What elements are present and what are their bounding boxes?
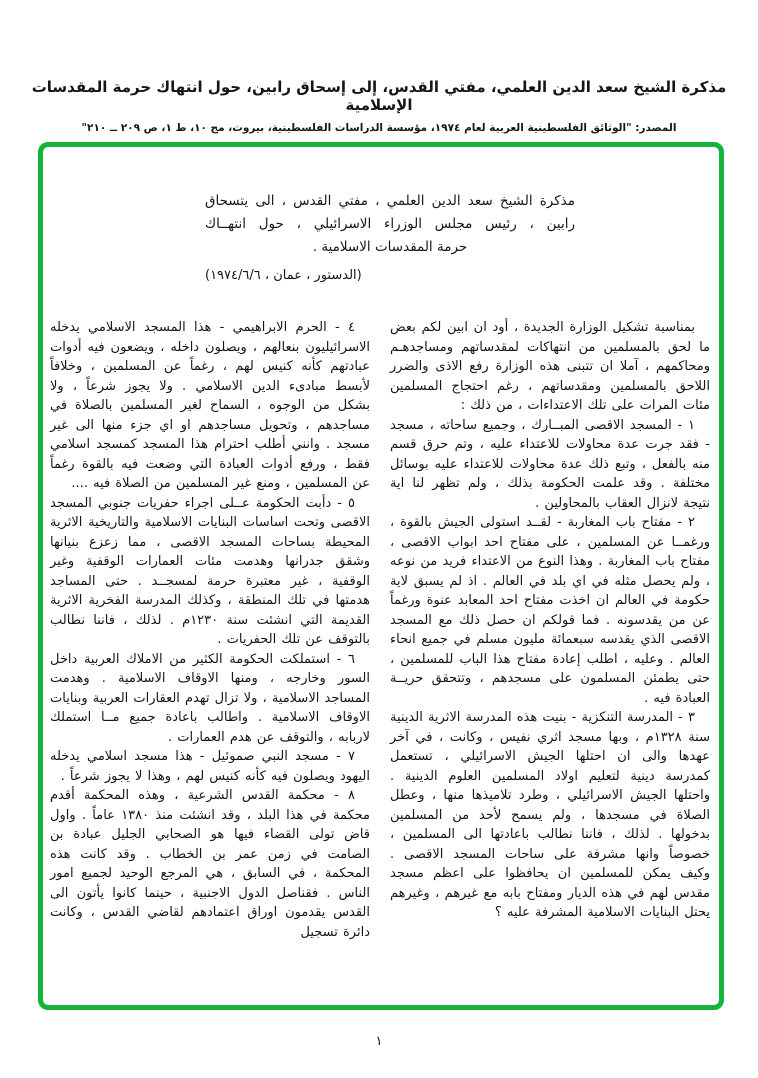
page-title: مذكرة الشيخ سعد الدين العلمي، مفتي القدس، إلى إسحاق رابين، حول انتهاك حرمة المقدسات الإسلامية xyxy=(31,78,727,114)
memo-body xyxy=(50,318,710,942)
memo-paragraph: ٧ - مسجد النبي صموئيل - هذا مسجد اسلامي يدخله اليهود ويصلون فيه كأنه كنيس لهم ، وهذا لا يجوز شرعاً . xyxy=(50,749,370,784)
memo-heading-line: مذكرة الشيخ سعد الدين العلمي ، مفتي القدس ، الى يتسحاق xyxy=(205,193,575,209)
page-number: ١ xyxy=(375,1034,383,1049)
memo-dateline: (الدستور ، عمان ، ١٩٧٤/٦/٦) xyxy=(205,268,362,283)
memo-paragraph: ٦ - استملكت الحكومة الكثير من الاملاك العربية داخل السور وخارجه ، ومنها الاوقاف الاسلامية . وهدمت المساجد الاسلامية ، ولا تزال تهدم العقارات العربية وبنايات الاوقاف الاسلامية . واطالب باعادة جميع مــا استملك لاربابه ، والتوقف عن هدم العمارات . xyxy=(50,651,370,745)
document-frame xyxy=(38,142,724,1010)
memo-paragraph: ٣ - المدرسة التنكزية - بنيت هذه المدرسة الاثرية الدينية سنة ١٣٢٨م ، وبها مسجد اثري نفيس ، وكانت ، في آخر عهدها والى ان احتلها الجيش الاسرائيلي ، تستعمل كمدرسة دينية لتعليم اولاد المسلمين العلوم الدينية . واحتلها الجيش الاسرائيلي ، وطرد تلاميذها منها ، وعطل الصلاة في مسجدها ، ولم يسمح لأحد من المسلمين بدخولها . لذلك ، فاننا نطالب باعادتها الى المسلمين ، خصوصاً وانها مشرفة على ساحات المسجد الاقصى . وكيف يمكن للمسلمين ان يحافظوا على اعظم مسجد مقدس لهم في هذه الديار ومفتاح بابه مع غيرهم ، وغيرهم يحتل البنايات الاسلامية المشرفة عليه ؟ xyxy=(390,710,710,920)
column-left xyxy=(50,318,370,942)
memo-heading xyxy=(205,190,575,259)
memo-paragraph: بمناسبة تشكيل الوزارة الجديدة ، أود ان ابين لكم بعض ما لحق بالمسلمين من انتهاكات لمقدساتهم ومساجدهـم ومحاكمهم ، آملا ان تتبنى هذه الوزارة رفع الاذى والضرر اللاحق بالمسلمين ومقدساتهم ، رغم احتجاج المسلمين مئات المرات على تلك الاعتداءات ، من ذلك : xyxy=(390,320,710,413)
memo-paragraph: ٥ - دأبت الحكومة عــلى اجراء حفريات جنوبي المسجد الاقصى وتحت اساسات البنايات الاسلامية والتاريخية الاثرية المحيطة بساحات المسجد الاقصى ، مما زعزع بنيانها وشقق جدرانها وهدمت مئات العمارات الوقفية وغير الوقفية ، غير معتبرة حرمة لمسجــد . حتى المساجد هدمتها في تلك المنطقة ، وكذلك المدرسة الفخرية الاثرية القديمة التي انشئت سنة ١٢٣٠م . لذلك ، فاننا نطالب بالتوقف عن تلك الحفريات . xyxy=(50,495,370,647)
source-line: المصدر: "الوثائق الفلسطينية العربية لعام ١٩٧٤، مؤسسة الدراسات الفلسطينية، بيروت، مج ١٠، ط ١، ص ٢٠٩ ــ ٢١٠" xyxy=(81,122,677,134)
memo-heading-line: رابين ، رئيس مجلس الوزراء الاسرائيلي ، حول انتهــاك xyxy=(205,216,575,232)
memo-heading-line: حرمة المقدسات الاسلامية . xyxy=(312,239,468,255)
column-right xyxy=(390,318,710,942)
memo-paragraph: ٨ - محكمة القدس الشرعية ، وهذه المحكمة أقدم محكمة في هذا البلد ، وقد انشئت منذ ١٣٨٠ عاماً . واول قاض تولى القضاء فيها هو الصحابي الجليل عبادة بن الصامت في زمن عمر بن الخطاب . وقد كانت هذه المحكمة ، في السابق ، هي المرجع الوحيد لجميع امور الناس . فقناصل الدول الاجنبية ، حينما كانوا يأتون الى القدس يقدمون اوراق اعتمادهم لقاضي القدس ، وكانت دائرة تسجيل xyxy=(50,788,370,940)
memo-paragraph: ٤ - الحرم الابراهيمي - هذا المسجد الاسلامي يدخله الاسرائيليون بنعالهم ، ويصلون داخله ، ويضعون فيه أدوات عبادتهم كأنه كنيس لهم ، رغماً عن المسلمين ، وخلافاً لأبسط مبادىء الدين الاسلامي . ولا يجوز شرعاً ، ولا بشكل من الوجوه ، السماح لغير المسلمين بالصلاة في مساجدهم ، وتحويل مساجدهم او اي جزء منها الى غير مسجد . وانني أطلب احترام هذا المسجد كمسجد اسلامي فقط ، ورفع أدوات العبادة التي وضعت فيه بالقوة رغماً عن المسلمين ، ومنع غير المسلمين من الصلاة فيه .... xyxy=(50,320,370,491)
memo-paragraph: ٢ - مفتاح باب المغاربة - لقــد استولى الجيش بالقوة ، ورغمــا عن المسلمين ، على مفتاح احد ابواب الاقصى ، مفتاح باب المغاربة . وهذا النوع من الاعتداء فريد من نوعه ، ولم يحصل مثله في اي بلد في العالم . اذ لم يسبق لاية حكومة في العالم ان اخذت مفتاح احد المعابد عنوة ورغماً عن من يقدسونه . فما قولكم ان حصل ذلك مع المسجد الاقصى الذي يقدسه سبعمائة مليون مسلم في جميع انحاء العالم . وعليه ، اطلب إعادة مفتاح هذا الباب للمسلمين ، حتى يطمئن المسلمون على مسجدهم ، وتتحقق حريــة العبادة فيه . xyxy=(390,515,710,706)
memo-paragraph: ١ - المسجد الاقصى المبــارك ، وجميع ساحاته ، مسجد - فقد جرت عدة محاولات للاعتداء عليه ، وتم حرق قسم منه بالفعل ، وتبع ذلك عدة محاولات للاعتداء عليه بوسائل مختلفة . وقد علمت الحكومة بذلك ، ولم تظهر لنا اية نتيجة لانزال العقاب بالمحاولين . xyxy=(390,417,710,511)
